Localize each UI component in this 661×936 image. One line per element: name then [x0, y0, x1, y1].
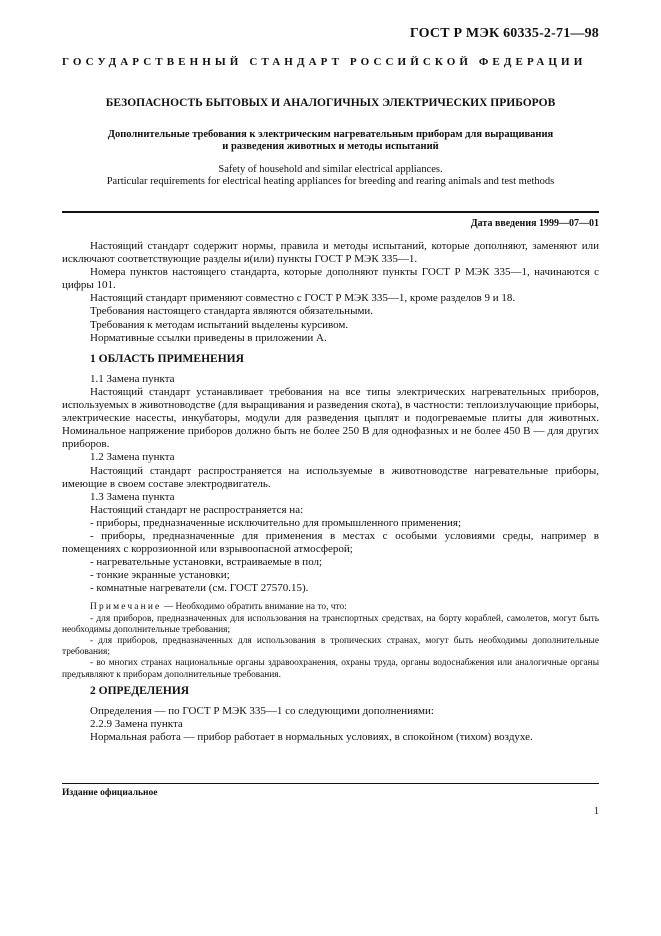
clause-text: Настоящий стандарт распространяется на используемые в животноводстве нагревательные приборы, имеющие в своем составе электродвигатель.	[62, 464, 599, 490]
document-title: БЕЗОПАСНОСТЬ БЫТОВЫХ И АНАЛОГИЧНЫХ ЭЛЕКТРИЧЕСКИХ ПРИБОРОВ	[105, 97, 556, 109]
clause-text: Настоящий стандарт устанавливает требования на все типы электрических нагревательных приборов, используемых в животноводстве (для выращивания и разведения скота), в частности: теплоизлучающие приборы, электрические насесты, инкубаторы, модули для разведения цыплят и подогреваемые плиты для животных. Номинальное напряжение приборов должно быть не более 250 В для однофазных и не более 450 В — для других приборов.	[62, 385, 599, 451]
edition-label: Издание официальное	[62, 788, 158, 798]
intro-paragraph: Настоящий стандарт содержит нормы, правила и методы испытаний, которые дополняют, заменяют или исключают соответствующие разделы и(или) пункты ГОСТ Р МЭК 335—1.	[62, 240, 599, 266]
list-item: - тонкие экранные установки;	[90, 569, 230, 582]
state-standard-heading: ГОСУДАРСТВЕННЫЙ СТАНДАРТ РОССИЙСКОЙ ФЕДЕРАЦИИ	[62, 56, 587, 68]
note-item: - для приборов, предназначенных для использования в тропических странах, могут быть необходимы дополнительные требования;	[62, 636, 599, 658]
clause-number: 2.2.9 Замена пункта	[90, 718, 183, 731]
intro-paragraph: Настоящий стандарт применяют совместно с ГОСТ Р МЭК 335—1, кроме разделов 9 и 18.	[90, 292, 516, 305]
clause-number: 1.3 Замена пункта	[90, 490, 175, 503]
note-block	[62, 602, 599, 680]
section-heading: 1 ОБЛАСТЬ ПРИМЕНЕНИЯ	[90, 352, 244, 365]
intro-paragraph: Требования настоящего стандарта являются обязательными.	[90, 305, 374, 318]
note-item: - во многих странах национальные органы здравоохранения, охраны труда, органы водоснабжения или аналогичные органы предъявляют к приборам дополнительные требования.	[62, 658, 599, 680]
note-item: - для приборов, предназначенных для использования на транспортных средствах, на борту кораблей, самолетов, могут быть необходимы дополнительные требования;	[62, 613, 599, 635]
list-item: - комнатные нагреватели (см. ГОСТ 27570.15).	[90, 582, 309, 595]
english-title-line: Particular requirements for electrical heating appliances for breeding and rearing animals and test methods	[106, 176, 555, 187]
list-item: - нагревательные установки, встраиваемые в пол;	[90, 556, 323, 569]
document-subtitle	[62, 129, 599, 153]
subtitle-line: Дополнительные требования к электрическим нагревательным приборам для выращивания	[107, 129, 554, 140]
english-title-line: Safety of household and similar electrical appliances.	[218, 164, 443, 175]
effective-date: Дата введения 1999—07—01	[470, 218, 599, 229]
english-title	[40, 164, 621, 188]
header-divider	[62, 211, 599, 213]
page-number: 1	[594, 806, 599, 817]
intro-paragraph: Требования к методам испытаний выделены курсивом.	[90, 318, 349, 331]
clause-number: 1.1 Замена пункта	[90, 372, 175, 385]
note-text: — Необходимо обратить внимание на то, что:	[163, 602, 347, 613]
subtitle-line: и разведения животных и методы испытаний	[222, 141, 439, 152]
section-text: Определения — по ГОСТ Р МЭК 335—1 со следующими дополнениями:	[90, 704, 434, 717]
document-code: ГОСТ Р МЭК 60335-2-71—98	[409, 26, 599, 41]
clause-text: Настоящий стандарт не распространяется на:	[90, 503, 304, 516]
clause-number: 1.2 Замена пункта	[90, 451, 175, 464]
note-label: Примечание	[90, 602, 162, 613]
list-item: - приборы, предназначенные исключительно для промышленного применения;	[90, 516, 462, 529]
note-intro	[62, 602, 599, 613]
intro-paragraph: Номера пунктов настоящего стандарта, которые дополняют пункты ГОСТ Р МЭК 335—1, начинаются с цифры 101.	[62, 266, 599, 292]
definition-text: Нормальная работа — прибор работает в нормальных условиях, в спокойном (тихом) воздухе.	[90, 731, 533, 744]
document-body	[62, 240, 599, 744]
intro-paragraph: Нормативные ссылки приведены в приложении А.	[90, 331, 327, 344]
list-item: - приборы, предназначенные для применения в местах с особыми условиями среды, например в помещениях с коррозионной или взрывоопасной атмосферой;	[62, 529, 599, 556]
section-heading: 2 ОПРЕДЕЛЕНИЯ	[90, 684, 190, 697]
footer-divider	[62, 783, 599, 784]
